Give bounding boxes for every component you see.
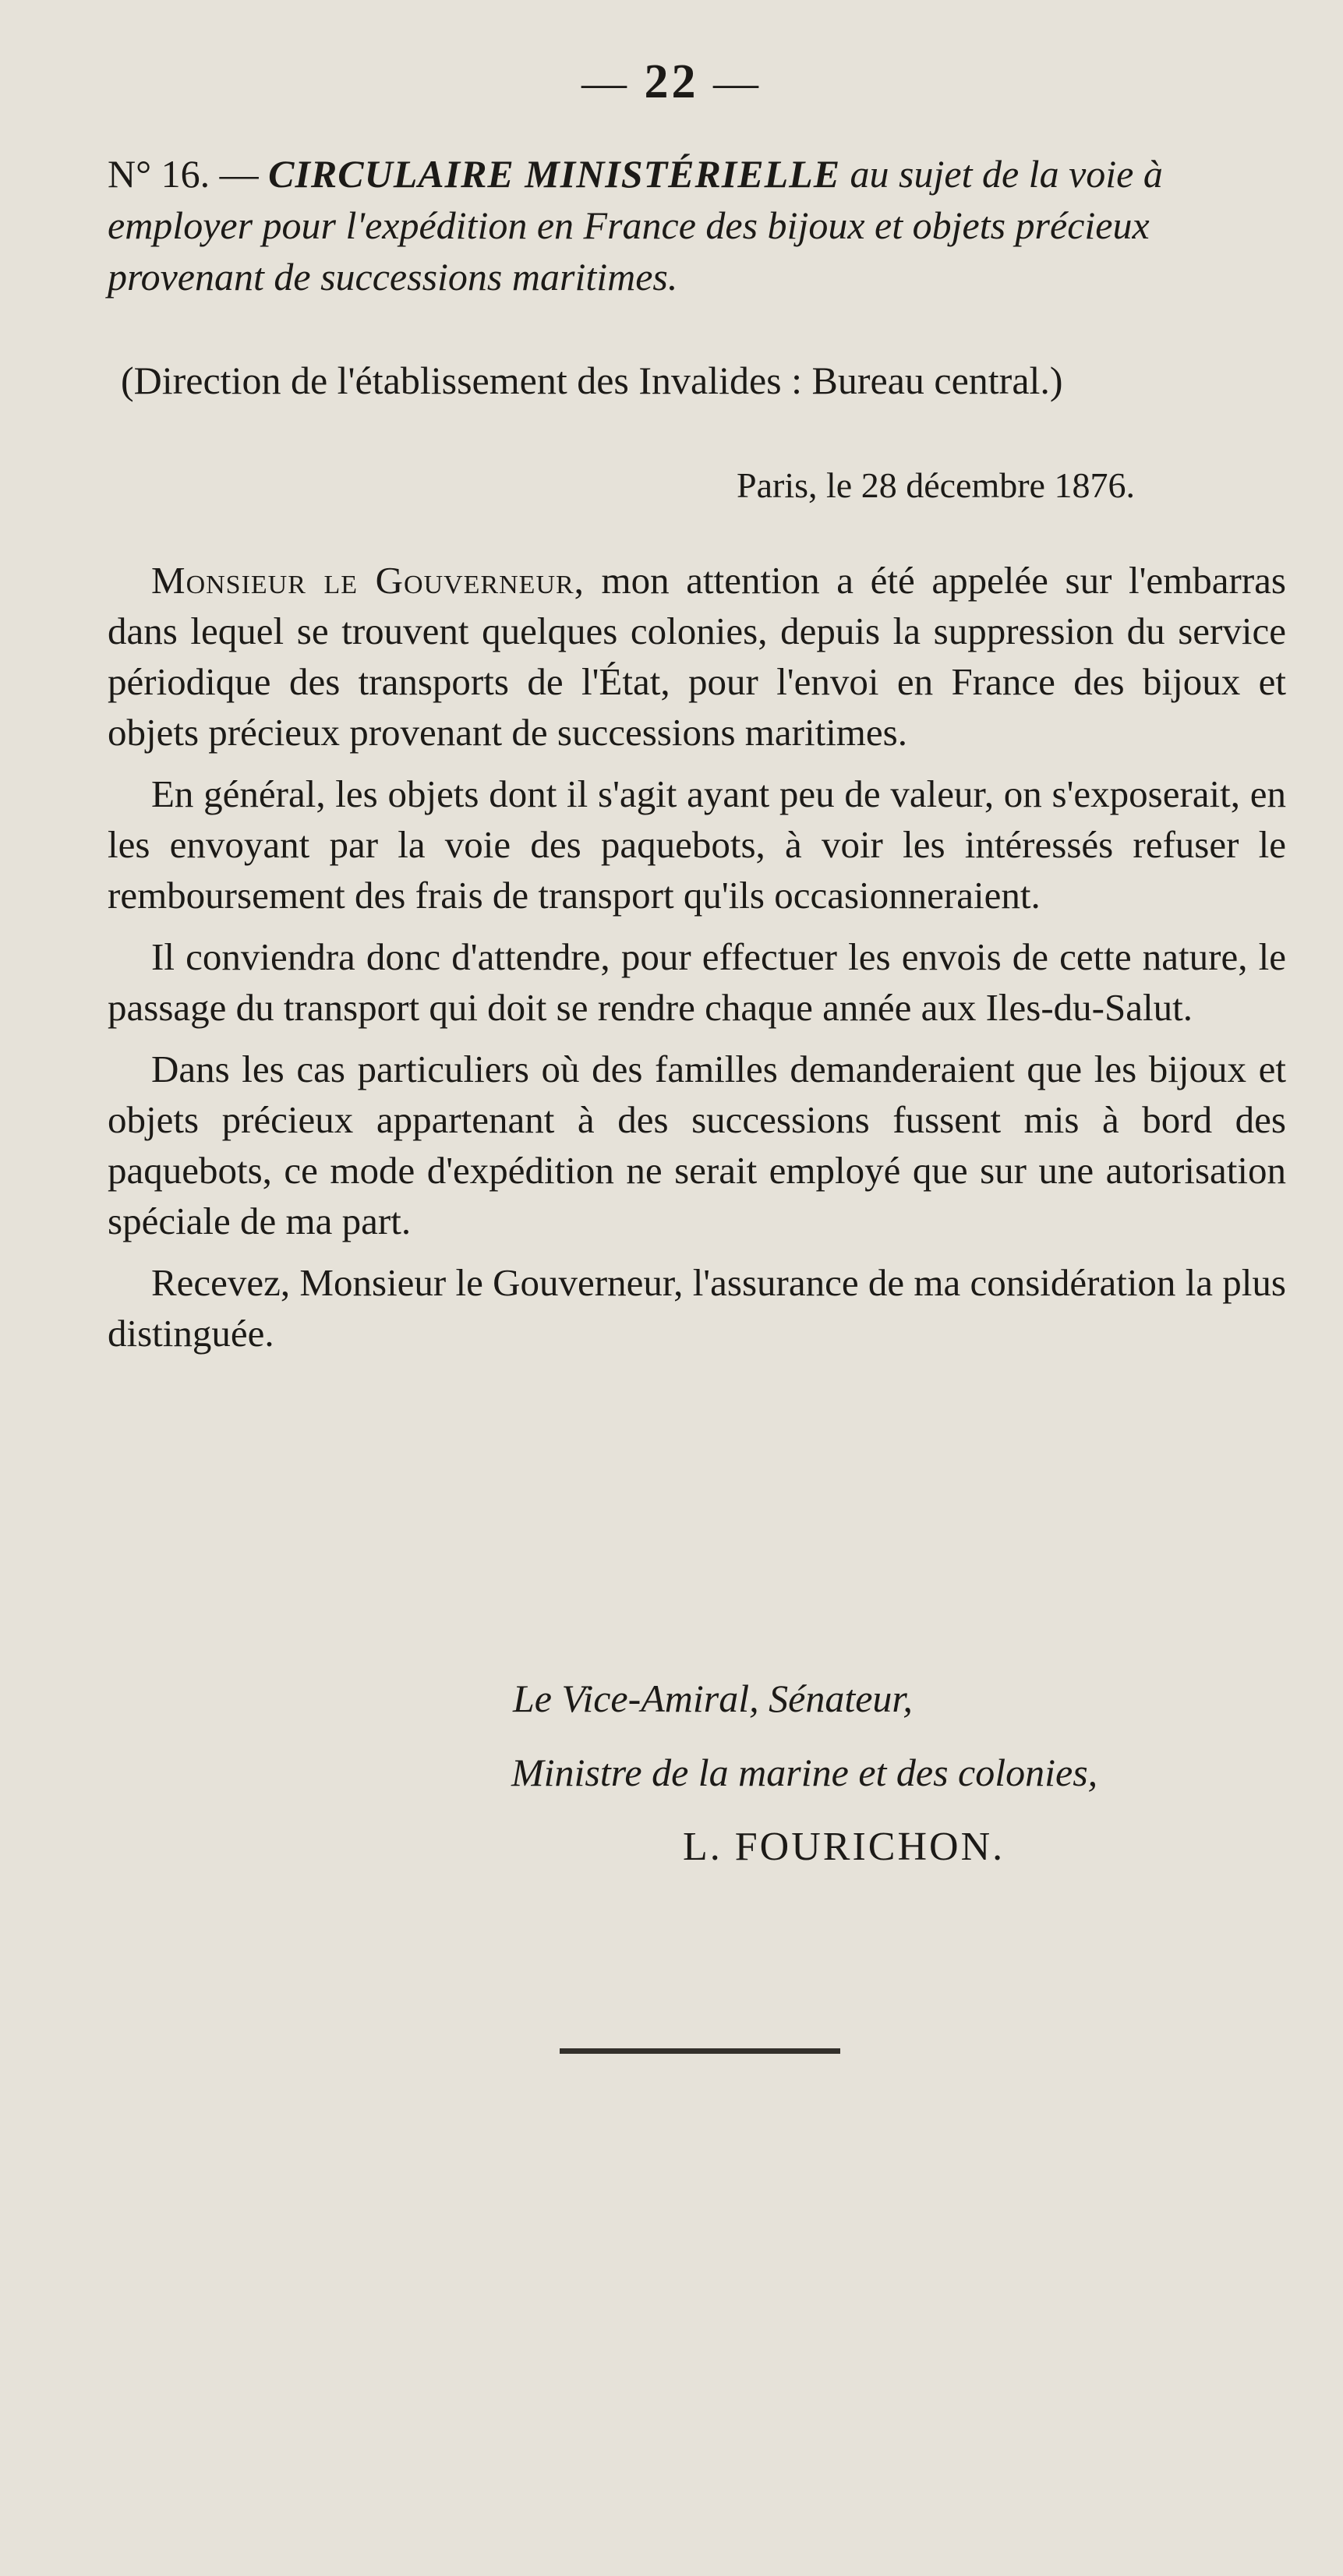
direction-line: (Direction de l'établissement des Invalides : Bureau central.) (121, 359, 1063, 402)
paragraph-1 (108, 555, 1286, 758)
paragraph-4: Dans les cas particuliers où des familles demanderaient que les bijoux et objets précieux appartenant à des successions fussent mis à bord des paquebots, ce mode d'expédition ne serait employé que sur une autorisation spéciale de ma part. (108, 1048, 1286, 1242)
page-number: — 22 — (581, 55, 762, 108)
closing-rule (560, 2048, 840, 2054)
paragraph-3: Il conviendra donc d'attendre, pour effectuer les envois de cette nature, le passage du transport qui doit se rendre chaque année aux Iles-du-Salut. (108, 935, 1286, 1029)
letter-body (108, 555, 1286, 1369)
salutation: Monsieur le Gouverneur, (151, 559, 585, 602)
circular-number: N° 16. — (108, 152, 269, 196)
paragraph-5: Recevez, Monsieur le Gouverneur, l'assurance de ma considération la plus distinguée. (108, 1261, 1286, 1355)
signature-name: L. FOURICHON. (683, 1825, 1005, 1869)
circular-title: CIRCULAIRE MINISTÉRIELLE (268, 152, 841, 196)
paragraph-2: En général, les objets dont il s'agit ayant peu de valeur, on s'exposerait, en les envoyant par la voie des paquebots, à voir les intéressés refuser le remboursement des frais de transport qu'ils occasionneraient. (108, 772, 1286, 917)
page-number-value: 22 (644, 55, 699, 108)
signature-office: Ministre de la marine et des colonies, (511, 1751, 1098, 1794)
paragraph-1-text: mon attention a été appelée sur l'embarras dans lequel se trouvent quelques colonies, depuis la suppression du service périodique des transports de l'État, pour l'envoi en France des bijoux et objets précieux provenant de successions maritimes. (108, 559, 1286, 754)
signature-title: Le Vice-Amiral, Sénateur, (513, 1677, 913, 1720)
circular-subject: au sujet de la voie à employer pour l'expédition en France des bijoux et objets précieux provenant de successions maritimes. (108, 152, 1163, 299)
date-line: Paris, le 28 décembre 1876. (737, 465, 1135, 505)
circular-heading (108, 148, 1277, 302)
